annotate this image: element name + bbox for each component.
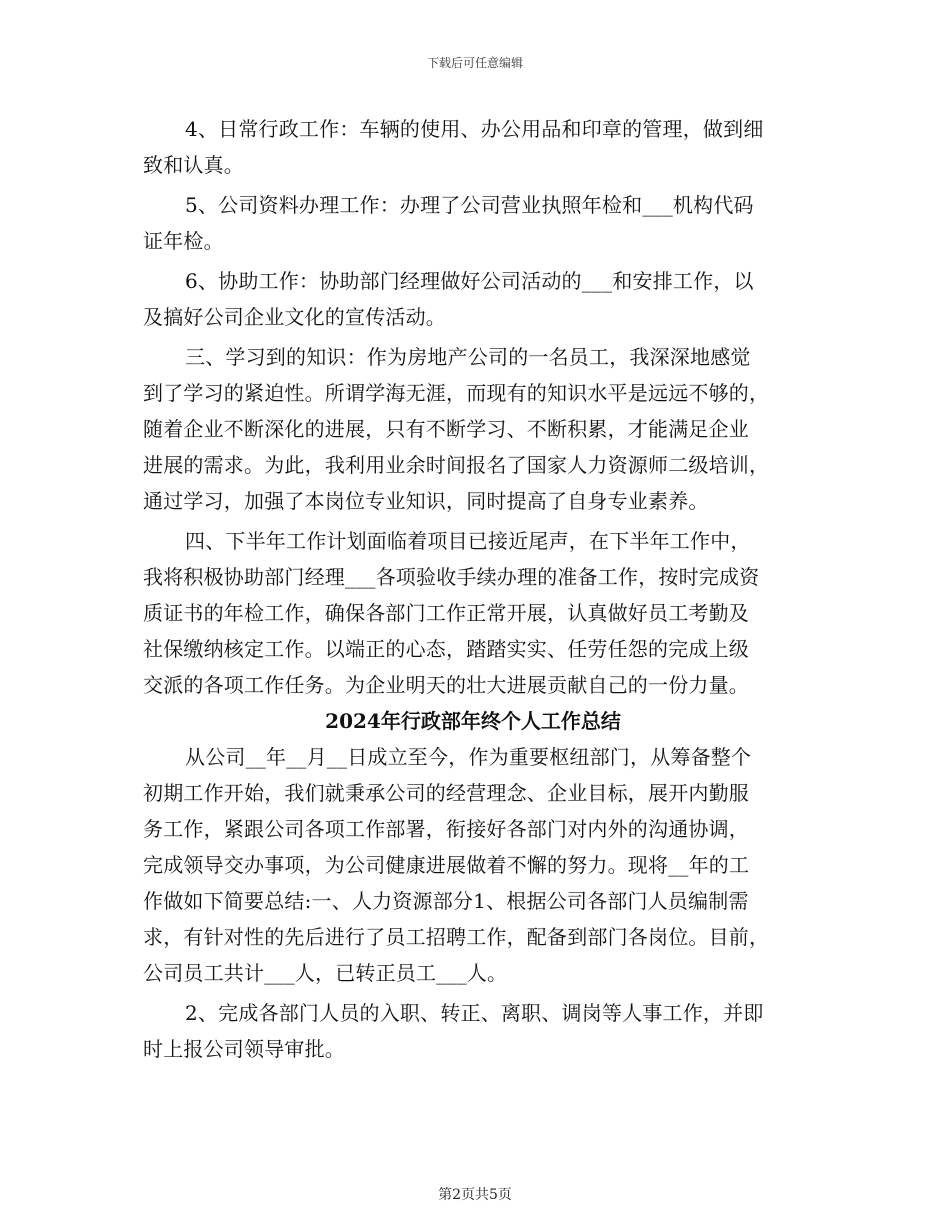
paragraph-line: 致和认真。	[143, 153, 244, 177]
page-header-note: 下载后可任意编辑	[426, 56, 523, 70]
paragraph-line: 我将积极协助部门经理___各项验收手续办理的准备工作，按时完成资	[143, 565, 760, 589]
paragraph-line: 时上报公司领导审批。	[143, 1037, 345, 1061]
paragraph-line: 5、公司资料办理工作：办理了公司营业执照年检和___机构代码	[185, 193, 754, 217]
paragraph-line: 质证书的年检工作，确保各部门工作正常开展，认真做好员工考勤及	[143, 601, 749, 625]
paragraph-line: 4、日常行政工作：车辆的使用、办公用品和印章的管理，做到细	[185, 117, 764, 141]
paragraph-line: 作做如下简要总结:一、人力资源部分1、根据公司各部门人员编制需	[143, 889, 749, 913]
paragraph-line: 完成领导交办事项，为公司健康进展做着不懈的努力。现将__年的工	[143, 853, 750, 877]
paragraph-line: 6、协助工作：协助部门经理做好公司活动的___和安排工作，以	[185, 269, 754, 293]
paragraph-line: 四、下半年工作计划面临着项目已接近尾声，在下半年工作中，	[185, 529, 751, 553]
paragraph-line: 2、完成各部门人员的入职、转正、离职、调岗等人事工作，并即	[185, 1001, 764, 1025]
page-number: 第2页共5页	[438, 1187, 512, 1203]
paragraph-line: 进展的需求。为此，我利用业余时间报名了国家人力资源师二级培训，	[143, 453, 770, 477]
paragraph-line: 通过学习，加强了本岗位专业知识，同时提高了自身专业素养。	[143, 489, 709, 513]
paragraph-line: 社保缴纳核定工作。以端正的心态，踏踏实实、任劳任怨的完成上级	[143, 637, 749, 661]
paragraph-line: 到了学习的紧迫性。所谓学海无涯，而现有的知识水平是远远不够的，	[143, 381, 770, 405]
paragraph-line: 随着企业不断深化的进展，只有不断学习、不断积累，才能满足企业	[143, 417, 749, 441]
paragraph-line: 三、学习到的知识：作为房地产公司的一名员工，我深深地感觉	[185, 345, 751, 369]
paragraph-line: 从公司__年__月__日成立至今，作为重要枢纽部门，从筹备整个	[185, 745, 752, 769]
paragraph-line: 务工作，紧跟公司各项工作部署，衔接好各部门对内外的沟通协调，	[143, 817, 749, 841]
paragraph-line: 交派的各项工作任务。为企业明天的壮大进展贡献自己的一份力量。	[143, 673, 749, 697]
paragraph-line: 初期工作开始，我们就秉承公司的经营理念、企业目标，展开内勤服	[143, 781, 749, 805]
paragraph-line: 及搞好公司企业文化的宣传活动。	[143, 305, 446, 329]
document-body	[143, 111, 803, 1067]
paragraph-line: 求，有针对性的先后进行了员工招聘工作，配备到部门各岗位。目前，	[143, 925, 770, 949]
paragraph-line: 证年检。	[143, 229, 224, 253]
paragraph-line: 公司员工共计___人，已转正员工___人。	[143, 961, 508, 985]
section-heading: 2024年行政部年终个人工作总结	[325, 709, 621, 733]
